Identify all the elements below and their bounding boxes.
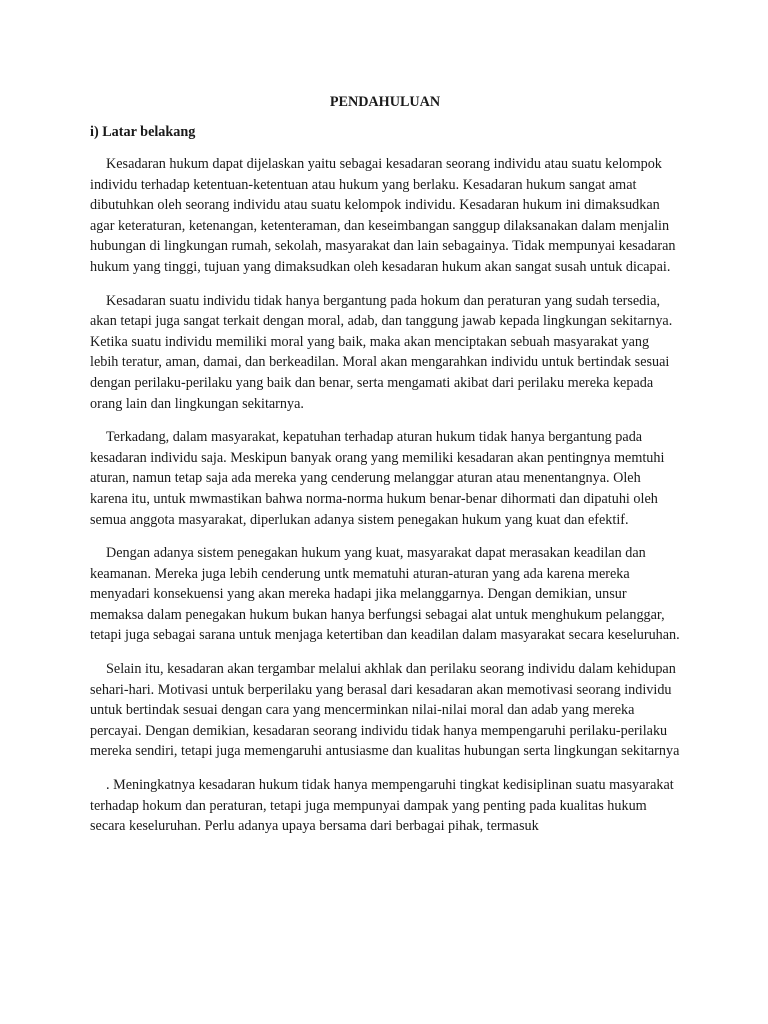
document-page	[90, 92, 680, 850]
paragraph-2: Kesadaran suatu individu tidak hanya bergantung pada hokum dan peraturan yang sudah tersedia, akan tetapi juga sangat terkait dengan moral, adab, dan tanggung jawab kepada lingkungan sekitarnya. Ketika suatu individu memiliki moral yang baik, maka akan menciptakan sebuah masyarakat yang lebih teratur, aman, damai, dan berkeadilan. Moral akan mengarahkan individu untuk bertindak sesuai dengan perilaku-perilaku yang baik dan benar, serta mengamati akibat dari perilaku mereka kepada orang lain dan lingkungan sekitarnya.	[90, 292, 673, 412]
paragraph-6: . Meningkatnya kesadaran hukum tidak hanya mempengaruhi tingkat kedisiplinan suatu masyarakat terhadap hokum dan peraturan, tetapi juga mempunyai dampak yang penting pada kualitas hukum secara keseluruhan. Perlu adanya upaya bersama dari berbagai pihak, termasuk	[90, 777, 674, 835]
section-heading: i) Latar belakang	[90, 124, 196, 140]
paragraph-4: Dengan adanya sistem penegakan hukum yang kuat, masyarakat dapat merasakan keadilan dan keamanan. Mereka juga lebih cenderung untk mematuhi aturan-aturan yang ada karena mereka menyadari konsekuensi yang akan mereka hadapi jika melanggarnya. Dengan demikian, unsur memaksa dalam penegakan hukum bukan hanya berfungsi sebagai alat untuk menghukum pelanggar, tetapi juga sebagai sarana untuk menjaga ketertiban dan keadilan dalam masyarakat secara keseluruhan.	[90, 545, 680, 644]
paragraph-1: Kesadaran hukum dapat dijelaskan yaitu sebagai kesadaran seorang individu atau suatu kelompok individu terhadap ketentuan-ketentuan atau hukum yang berlaku. Kesadaran hukum sangat amat dibutuhkan oleh seorang individu atau suatu kelompok individu. Kesadaran hukum ini dimaksudkan agar keteraturan, ketenangan, ketenteraman, dan keseimbangan sanggup dilaksanakan dalam menjalin hubungan di lingkungan rumah, sekolah, masyarakat dan lain sebagainya. Tidak mempunyai kesadaran hukum yang tinggi, tujuan yang dimaksudkan oleh kesadaran hukum akan sangat susah untuk dicapai.	[90, 156, 676, 275]
paragraph-3: Terkadang, dalam masyarakat, kepatuhan terhadap aturan hukum tidak hanya bergantung pada kesadaran individu saja. Meskipun banyak orang yang memiliki kesadaran akan pentingnya memtuhi aturan, namun tetap saja ada mereka yang cenderung melanggar aturan atau menentangnya. Oleh karena itu, untuk mwmastikan bahwa norma-norma hukum benar-benar dihormati dan dipatuhi oleh semua anggota masyarakat, diperlukan adanya sistem penegakan hukum yang kuat dan efektif.	[90, 429, 665, 528]
page-title: PENDAHULUAN	[329, 94, 441, 110]
paragraph-5: Selain itu, kesadaran akan tergambar melalui akhlak dan perilaku seorang individu dalam kehidupan sehari-hari. Motivasi untuk berperilaku yang berasal dari kesadaran akan memotivasi seorang individu untuk bertindak sesuai dengan cara yang mencerminkan nilai-nilai moral dan adab yang mereka percayai. Dengan demikian, kesadaran seorang individu tidak hanya mempengaruhi perilaku-perilaku mereka sendiri, tetapi juga memengaruhi antusiasme dan kualitas hubungan serta lingkungan sekitarnya	[90, 661, 680, 760]
